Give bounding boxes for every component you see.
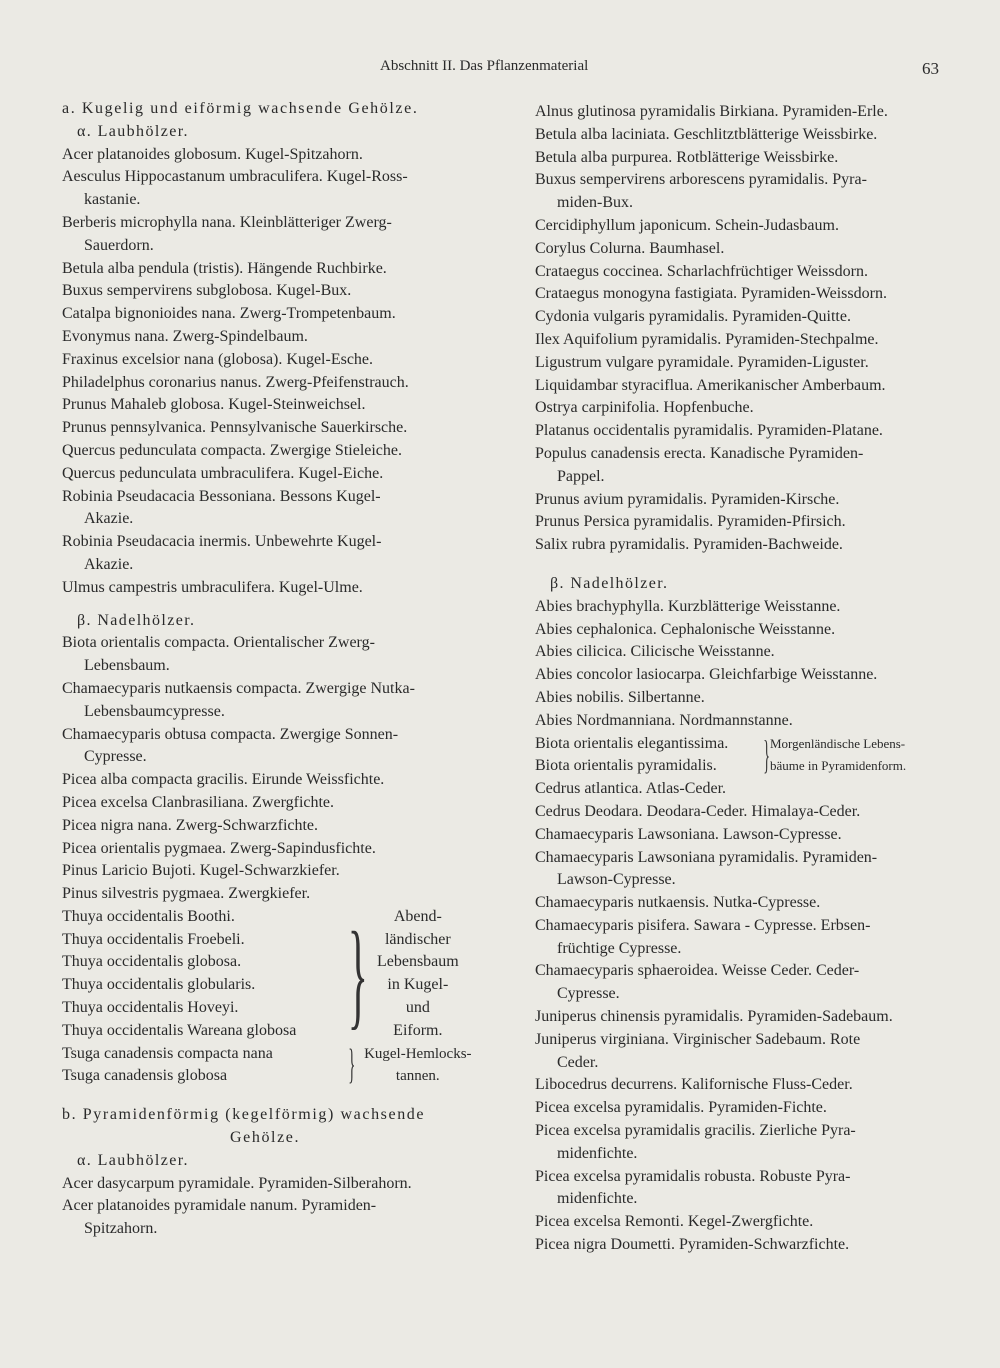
plant-entry: Juniperus virginiana. Virginischer Sadebaum. Rote [535, 1030, 861, 1048]
plant-entry: Ostrya carpinifolia. Hopfenbuche. [535, 399, 754, 417]
plant-entry: Thuya occidentalis globularis. [62, 976, 256, 994]
subheading-laubhoelzer: α. Laubhölzer. [77, 122, 189, 140]
group-label-line: in Kugel- [387, 976, 449, 994]
plant-entry: Acer dasycarpum pyramidale. Pyramiden-Silberahorn. [62, 1174, 412, 1192]
plant-entry: Betula alba pendula (tristis). Hängende Ruchbirke. [62, 259, 387, 277]
plant-entry: Crataegus monogyna fastigiata. Pyramiden-Weissdorn. [535, 285, 887, 303]
plant-entry: Pinus Laricio Bujoti. Kugel-Schwarzkiefer. [62, 862, 340, 880]
plant-entry: Picea excelsa pyramidalis gracilis. Zierliche Pyra- [535, 1122, 856, 1140]
plant-entry: Acer platanoides pyramidale nanum. Pyramiden- [62, 1197, 377, 1215]
curly-brace: } [348, 1042, 356, 1089]
running-title: Abschnitt II. Das Pflanzenmaterial [380, 58, 589, 74]
plant-entry: Biota orientalis compacta. Orientalischer Zwerg- [62, 634, 375, 652]
curly-brace: } [347, 907, 368, 1041]
page-number: 63 [922, 59, 939, 78]
plant-entry: Ulmus campestris umbraculifera. Kugel-Ulme. [62, 578, 363, 596]
list-laubhoelzer-b-cont [535, 101, 945, 557]
plant-entry: Lawson-Cypresse. [557, 871, 676, 889]
plant-entry: Picea alba compacta gracilis. Eirunde Weissfichte. [62, 771, 385, 789]
plant-entry: Quercus pedunculata umbraculifera. Kugel-Eiche. [62, 464, 384, 482]
plant-entry: Acer platanoides globosum. Kugel-Spitzahorn. [62, 145, 363, 163]
plant-entry: Chamaecyparis obtusa compacta. Zwergige Sonnen- [62, 725, 399, 743]
plant-entry: Picea excelsa pyramidalis robusta. Robuste Pyra- [535, 1167, 851, 1185]
subheading-nadelhoelzer-b: β. Nadelhölzer. [550, 574, 669, 592]
group-label-line: Lebensbaum [376, 953, 459, 971]
plant-entry: Populus canadensis erecta. Kanadische Pyramiden- [535, 444, 864, 462]
plant-entry: Juniperus chinensis pyramidalis. Pyramiden-Sadebaum. [535, 1008, 893, 1026]
plant-entry: Biota orientalis pyramidalis. [535, 757, 717, 775]
group-label-line: Morgenländische Lebens- [770, 735, 906, 751]
plant-entry: Cercidiphyllum japonicum. Schein-Judasbaum. [535, 216, 839, 234]
list-nadelhoelzer-b [535, 596, 945, 733]
plant-entry: Akazie. [84, 510, 134, 528]
plant-entry: Catalpa bignonioides nana. Zwerg-Trompetenbaum. [62, 305, 396, 323]
plant-entry: Prunus avium pyramidalis. Pyramiden-Kirsche. [535, 490, 840, 508]
plant-entry: midenfichte. [557, 1144, 638, 1162]
plant-entry: Picea orientalis pygmaea. Zwerg-Sapindusfichte. [62, 839, 376, 857]
plant-entry: Pappel. [557, 467, 605, 485]
plant-entry: Prunus Persica pyramidalis. Pyramiden-Pfirsich. [535, 513, 846, 531]
plant-entry: Abies cilicica. Cilicische Weisstanne. [535, 643, 775, 661]
tsuga-group [62, 1043, 472, 1089]
biota-group-label [770, 733, 906, 779]
plant-entry: früchtige Cypresse. [557, 939, 682, 957]
plant-entry: Buxus sempervirens subglobosa. Kugel-Bux. [62, 282, 352, 300]
section-heading-b: b. Pyramidenförmig (kegelförmig) wachsende [62, 1106, 426, 1124]
plant-entry: Cedrus Deodara. Deodara-Ceder. Himalaya-Ceder. [535, 802, 861, 820]
subheading-laubhoelzer-b: α. Laubhölzer. [77, 1151, 189, 1169]
plant-entry: Liquidambar styraciflua. Amerikanischer Amberbaum. [535, 376, 886, 394]
group-label-line: ländischer [384, 930, 451, 948]
thuya-group [62, 906, 472, 1043]
plant-entry: Ilex Aquifolium pyramidalis. Pyramiden-Stechpalme. [535, 330, 879, 348]
plant-entry: Chamaecyparis Lawsoniana. Lawson-Cypresse. [535, 825, 842, 843]
plant-entry: Betula alba purpurea. Rotblätterige Weissbirke. [535, 148, 839, 166]
group-label-line: Kugel-Hemlocks- [364, 1045, 472, 1062]
plant-entry: Fraxinus excelsior nana (globosa). Kugel-Esche. [62, 350, 374, 368]
curly-brace: } [763, 732, 770, 778]
plant-entry: Cypresse. [84, 748, 147, 766]
tsuga-group-label [364, 1043, 472, 1089]
left-column [62, 98, 472, 1241]
plant-entry: Thuya occidentalis Froebeli. [62, 930, 245, 948]
plant-entry: Chamaecyparis nutkaensis compacta. Zwergige Nutka- [62, 679, 415, 697]
biota-group [535, 733, 945, 779]
plant-entry: Crataegus coccinea. Scharlachfrüchtiger Weissdorn. [535, 262, 868, 280]
plant-entry: Chamaecyparis sphaeroidea. Weisse Ceder. Ceder- [535, 962, 860, 980]
plant-entry: Akazie. [84, 555, 134, 573]
plant-entry: Cypresse. [557, 985, 620, 1003]
biota-names [535, 733, 760, 779]
plant-entry: Cydonia vulgaris pyramidalis. Pyramiden-Quitte. [535, 308, 851, 326]
plant-entry: Aesculus Hippocastanum umbraculifera. Kugel-Ross- [62, 168, 408, 186]
plant-entry: Betula alba laciniata. Geschlitztblätterige Weissbirke. [535, 125, 878, 143]
thuya-names [62, 906, 340, 1043]
plant-entry: Berberis microphylla nana. Kleinblätteriger Zwerg- [62, 213, 392, 231]
plant-entry: Libocedrus decurrens. Kalifornische Fluss-Ceder. [535, 1076, 853, 1094]
plant-entry: Picea excelsa Remonti. Kegel-Zwergfichte. [535, 1213, 814, 1231]
plant-entry: Chamaecyparis nutkaensis. Nutka-Cypresse. [535, 894, 821, 912]
plant-entry: midenfichte. [557, 1190, 638, 1208]
group-label-line: tannen. [395, 1068, 440, 1085]
plant-entry: Ceder. [557, 1053, 599, 1071]
plant-entry: Abies cephalonica. Cephalonische Weisstanne. [535, 620, 836, 638]
plant-entry: Abies Nordmanniana. Nordmannstanne. [535, 711, 793, 729]
plant-entry: Alnus glutinosa pyramidalis Birkiana. Pyramiden-Erle. [535, 103, 888, 120]
group-label-line: bäume in Pyramidenform. [770, 758, 907, 774]
plant-entry: Quercus pedunculata compacta. Zwergige Stieleiche. [62, 441, 403, 459]
plant-entry: Salix rubra pyramidalis. Pyramiden-Bachweide. [535, 536, 843, 554]
right-column [535, 101, 945, 1257]
group-label-line: Abend- [393, 907, 442, 925]
plant-entry: Chamaecyparis Lawsoniana pyramidalis. Pyramiden- [535, 848, 878, 866]
plant-entry: Picea nigra nana. Zwerg-Schwarzfichte. [62, 816, 319, 834]
tsuga-names [62, 1043, 340, 1089]
plant-entry: Tsuga canadensis globosa [62, 1067, 228, 1085]
plant-entry: Buxus sempervirens arborescens pyramidalis. Pyra- [535, 171, 867, 189]
list-nadelhoelzer-b-cont [535, 778, 945, 1257]
plant-entry: Cedrus atlantica. Atlas-Ceder. [535, 780, 727, 798]
plant-entry: Corylus Colurna. Baumhasel. [535, 239, 725, 257]
plant-entry: Robinia Pseudacacia inermis. Unbewehrte Kugel- [62, 533, 382, 551]
plant-entry: Thuya occidentalis Boothi. [62, 907, 235, 925]
plant-entry: Platanus occidentalis pyramidalis. Pyramiden-Platane. [535, 422, 883, 440]
plant-entry: Prunus Mahaleb globosa. Kugel-Steinweichsel. [62, 396, 366, 414]
plant-entry: Lebensbaumcypresse. [84, 702, 225, 720]
list-nadelhoelzer-a [62, 632, 472, 906]
thuya-group-label [364, 906, 472, 1043]
plant-entry: Spitzahorn. [84, 1220, 158, 1238]
plant-entry: Thuya occidentalis globosa. [62, 953, 242, 971]
plant-entry: Picea nigra Doumetti. Pyramiden-Schwarzfichte. [535, 1236, 850, 1254]
plant-entry: Sauerdorn. [84, 236, 154, 254]
plant-entry: Picea excelsa pyramidalis. Pyramiden-Fichte. [535, 1099, 827, 1117]
group-label-line: Eiform. [393, 1021, 443, 1039]
plant-entry: Philadelphus coronarius nanus. Zwerg-Pfeifenstrauch. [62, 373, 409, 391]
plant-entry: Robinia Pseudacacia Bessoniana. Bessons Kugel- [62, 487, 381, 505]
list-laubhoelzer-a [62, 144, 472, 600]
group-label-line: und [405, 999, 430, 1017]
plant-entry: Biota orientalis elegantissima. [535, 734, 729, 752]
list-laubhoelzer-b [62, 1173, 472, 1241]
plant-entry: Thuya occidentalis Hoveyi. [62, 999, 239, 1017]
section-heading-b-cont: Gehölze. [230, 1129, 301, 1147]
plant-entry: Abies nobilis. Silbertanne. [535, 688, 705, 706]
plant-entry: Pinus silvestris pygmaea. Zwergkiefer. [62, 885, 311, 903]
plant-entry: Abies brachyphylla. Kurzblätterige Weisstanne. [535, 597, 841, 615]
plant-entry: Thuya occidentalis Wareana globosa [62, 1021, 297, 1039]
plant-entry: Tsuga canadensis compacta nana [62, 1044, 273, 1062]
plant-entry: Evonymus nana. Zwerg-Spindelbaum. [62, 327, 308, 345]
plant-entry: Prunus pennsylvanica. Pennsylvanische Sauerkirsche. [62, 419, 408, 437]
plant-entry: Lebensbaum. [84, 657, 170, 675]
running-header [0, 58, 1000, 82]
section-heading-a: a. Kugelig und eiförmig wachsende Gehölze. [62, 100, 419, 117]
plant-entry: Ligustrum vulgare pyramidale. Pyramiden-Liguster. [535, 353, 869, 371]
subheading-nadelhoelzer: β. Nadelhölzer. [77, 611, 196, 629]
plant-entry: Chamaecyparis pisifera. Sawara - Cypresse. Erbsen- [535, 916, 871, 934]
plant-entry: Abies concolor lasiocarpa. Gleichfarbige Weisstanne. [535, 666, 878, 684]
plant-entry: Picea excelsa Clanbrasiliana. Zwergfichte. [62, 793, 335, 811]
plant-entry: kastanie. [84, 191, 141, 209]
plant-entry: miden-Bux. [557, 194, 633, 212]
